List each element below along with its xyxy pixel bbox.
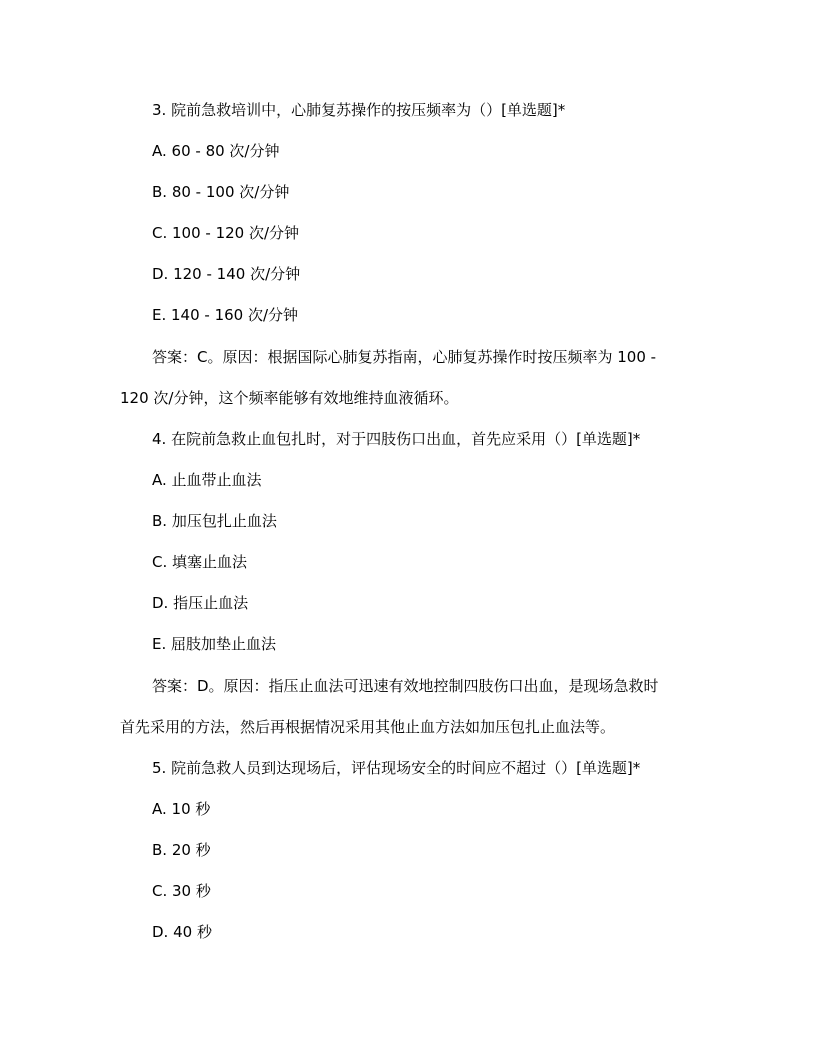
question-4-option-a: A. 止血带止血法: [152, 471, 262, 489]
question-3-option-e: E. 140 - 160 次/分钟: [152, 306, 299, 324]
question-5-option-c: C. 30 秒: [152, 882, 211, 900]
question-5-option-d: D. 40 秒: [152, 923, 212, 941]
question-4-stem: 4. 在院前急救止血包扎时，对于四肢伤口出血，首先应采用（）[单选题]*: [152, 430, 641, 448]
question-5-option-b: B. 20 秒: [152, 841, 211, 859]
question-3-option-c: C. 100 - 120 次/分钟: [152, 224, 300, 242]
question-4-option-e: E. 屈肢加垫止血法: [152, 635, 277, 653]
question-3-stem: 3. 院前急救培训中，心肺复苏操作的按压频率为（）[单选题]*: [152, 101, 566, 119]
question-3-option-d: D. 120 - 140 次/分钟: [152, 265, 301, 283]
question-3-answer-continued: 120 次/分钟，这个频率能够有效地维持血液循环。: [120, 389, 459, 407]
question-4-option-b: B. 加压包扎止血法: [152, 512, 277, 530]
question-5-option-a: A. 10 秒: [152, 800, 211, 818]
question-4-option-c: C. 填塞止血法: [152, 553, 248, 571]
question-3-answer: 答案：C。原因：根据国际心肺复苏指南，心肺复苏操作时按压频率为 100 -: [152, 348, 657, 366]
question-4-option-d: D. 指压止血法: [152, 594, 249, 612]
question-4-answer-continued: 首先采用的方法，然后再根据情况采用其他止血方法如加压包扎止血法等。: [120, 718, 616, 736]
question-5-stem: 5. 院前急救人员到达现场后，评估现场安全的时间应不超过（）[单选题]*: [152, 759, 641, 777]
question-4-answer: 答案：D。原因：指压止血法可迅速有效地控制四肢伤口出血，是现场急救时: [152, 677, 659, 695]
question-3-option-b: B. 80 - 100 次/分钟: [152, 183, 290, 201]
question-3-option-a: A. 60 - 80 次/分钟: [152, 142, 280, 160]
